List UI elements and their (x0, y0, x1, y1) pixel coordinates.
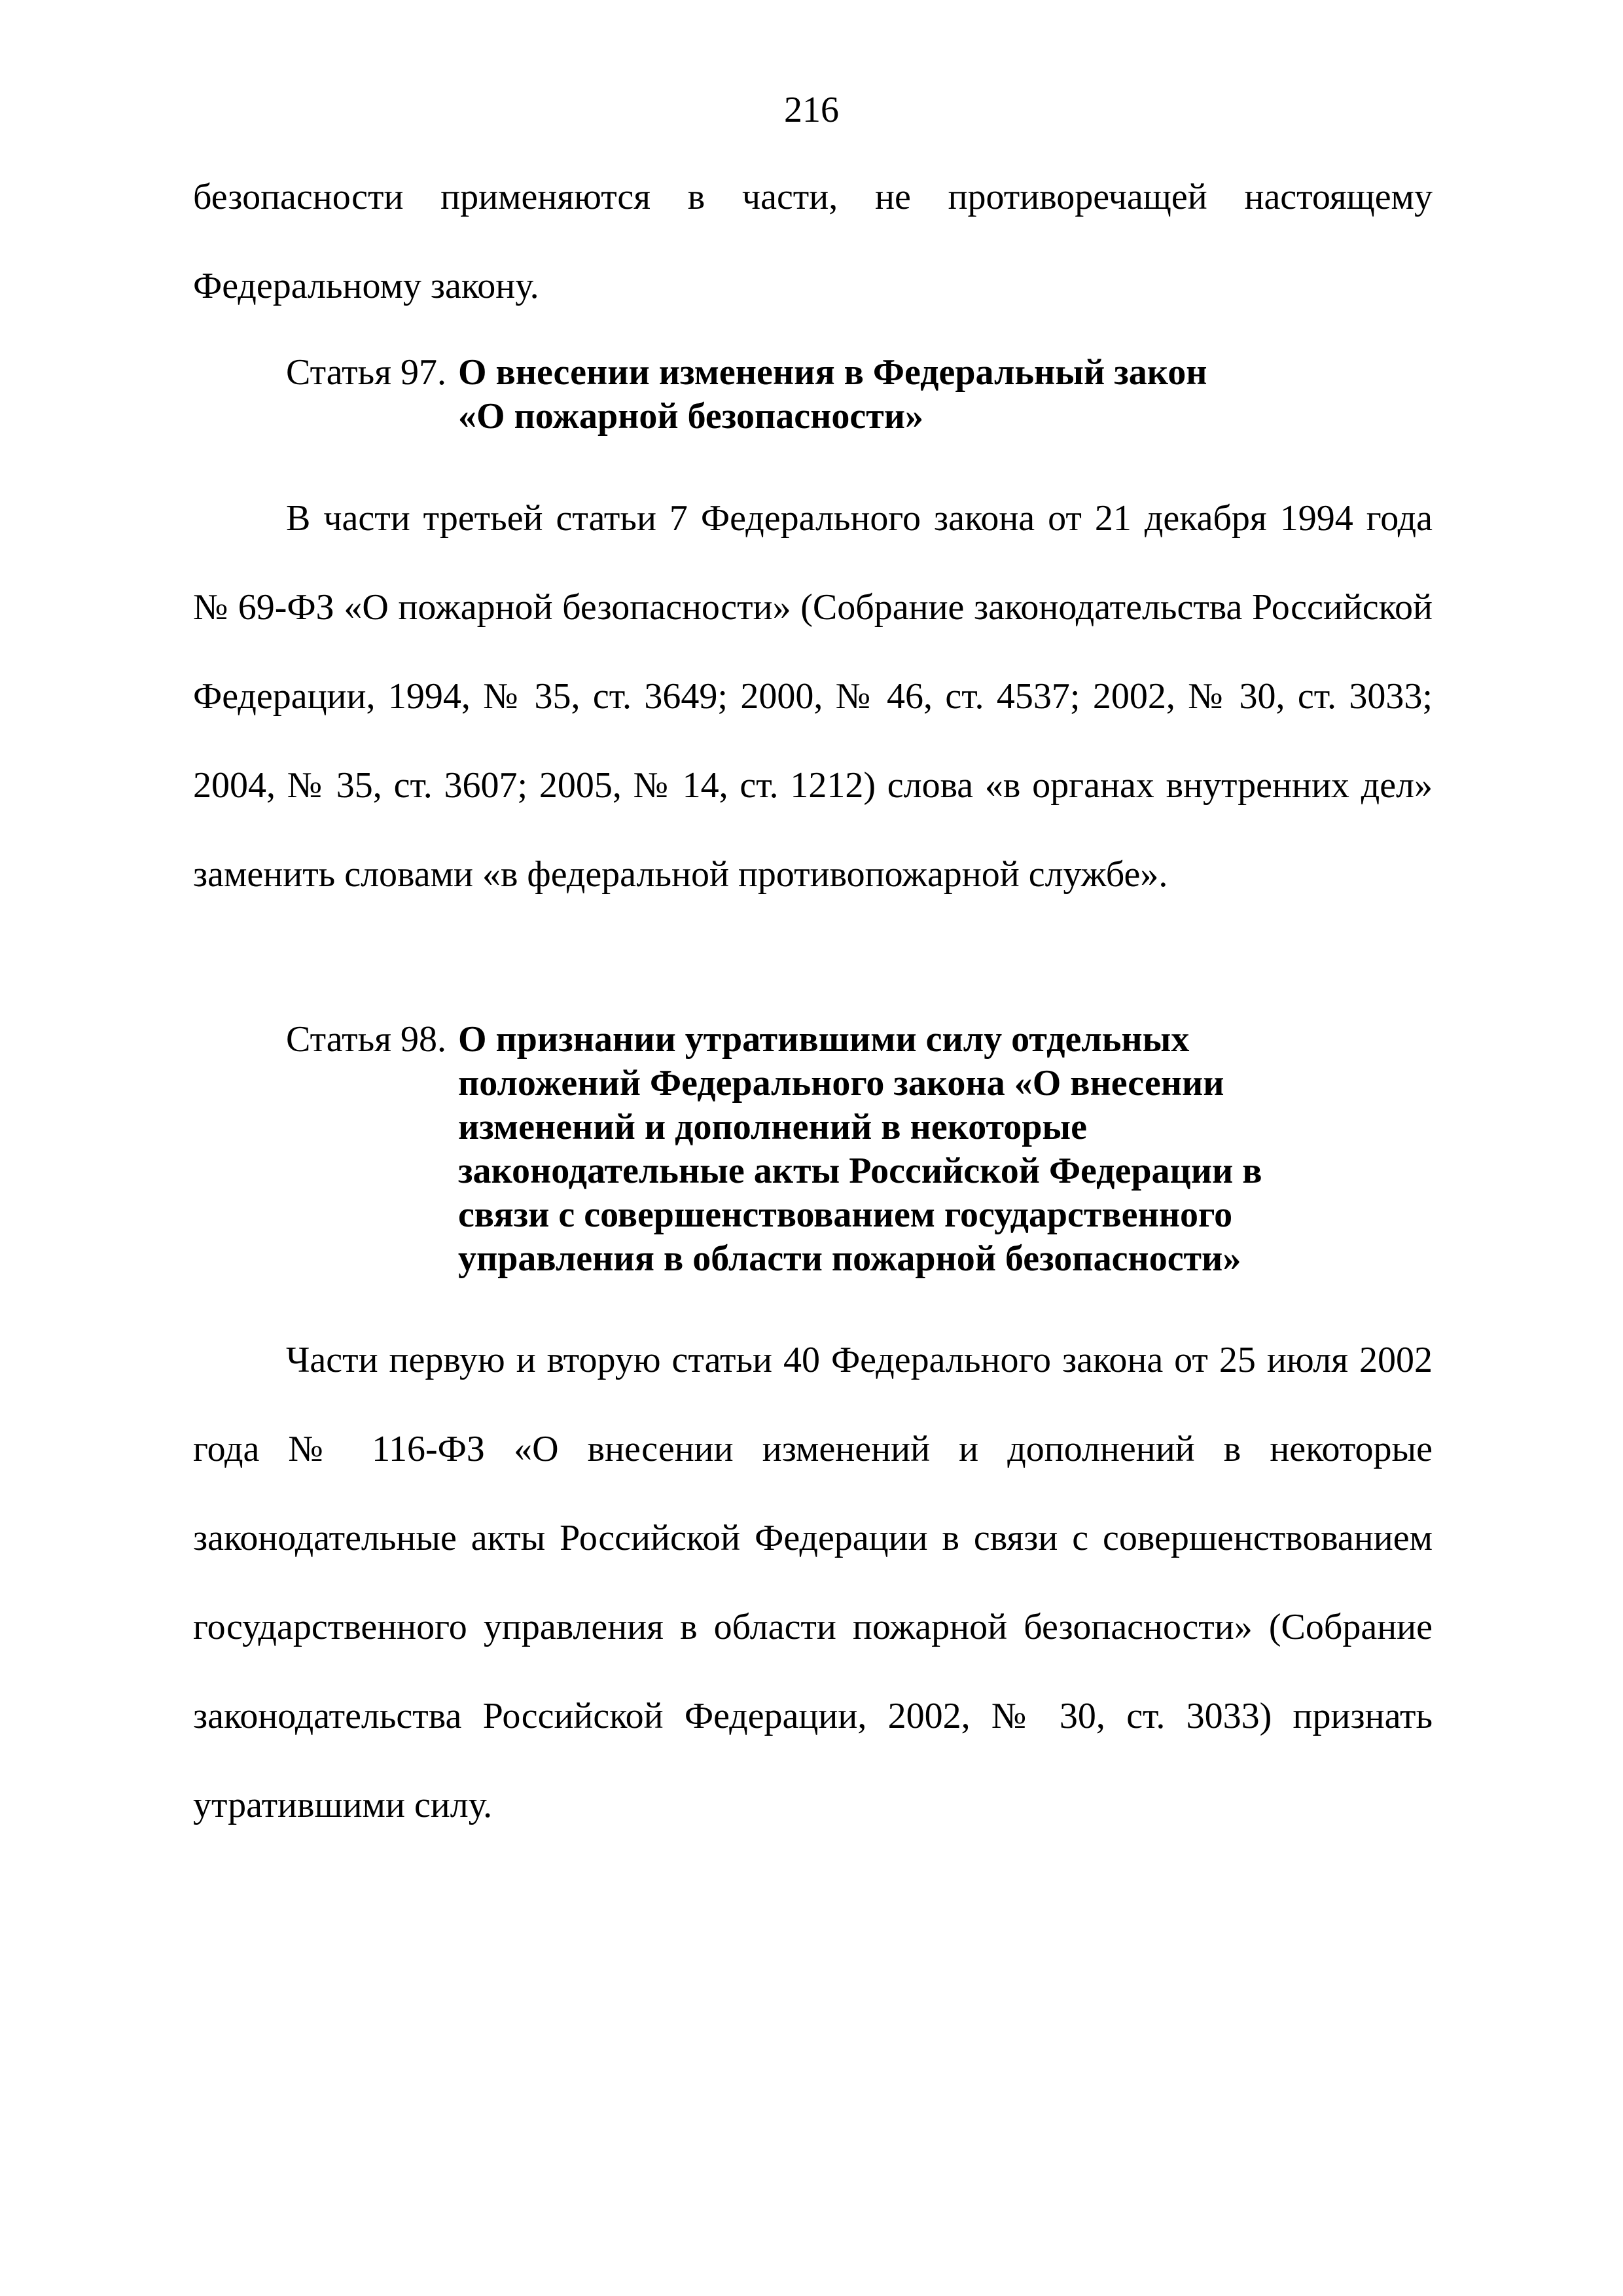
article-98-label: Статья 98. (286, 1019, 446, 1060)
page-number: 216 (784, 90, 839, 130)
article-97-title: О внесении изменения в Федеральный закон «О пожарной безопасности» (457, 352, 1207, 437)
paragraph-continuation (193, 152, 1433, 331)
paragraph-text: В части третьей статьи 7 Федерального закона от 21 декабря 1994 года № 69-ФЗ «О пожарной безопасности» (Собрание законодательства Российской Федерации, 1994, № 35, ст. 3649; 2000, № 46, ст. 4537; 2002, № 30, ст. 3033; 2004, № 35, ст. 3607; 2005, № 14, ст. 1212) слова «в органах внутренних дел» заменить словами «в федеральной противопожарной службе». (193, 498, 1433, 895)
article-98-title: О признании утратившими силу отдельных положений Федерального закона «О внесении изменений и дополнений в некоторые законодательные акты Российской Федерации в связи с совершенствованием государственного управления в области пожарной безопасности» (457, 1019, 1262, 1279)
article-97-label: Статья 97. (286, 352, 446, 393)
article-98-body (193, 1316, 1433, 1850)
article-97-heading (286, 351, 1438, 439)
article-98-heading (286, 1018, 1438, 1281)
paragraph-text: Части первую и вторую статьи 40 Федерального закона от 25 июля 2002 года № 116-ФЗ «О внесении изменений и дополнений в некоторые законодательные акты Российской Федерации в связи с совершенствованием государственного управления в области пожарной безопасности» (Собрание законодательства Российской Федерации, 2002, № 30, ст. 3033) признать утратившими силу. (193, 1340, 1433, 1825)
article-97-body (193, 474, 1433, 919)
paragraph-text: безопасности применяются в части, не противоречащей настоящему Федеральному закону. (193, 177, 1433, 306)
